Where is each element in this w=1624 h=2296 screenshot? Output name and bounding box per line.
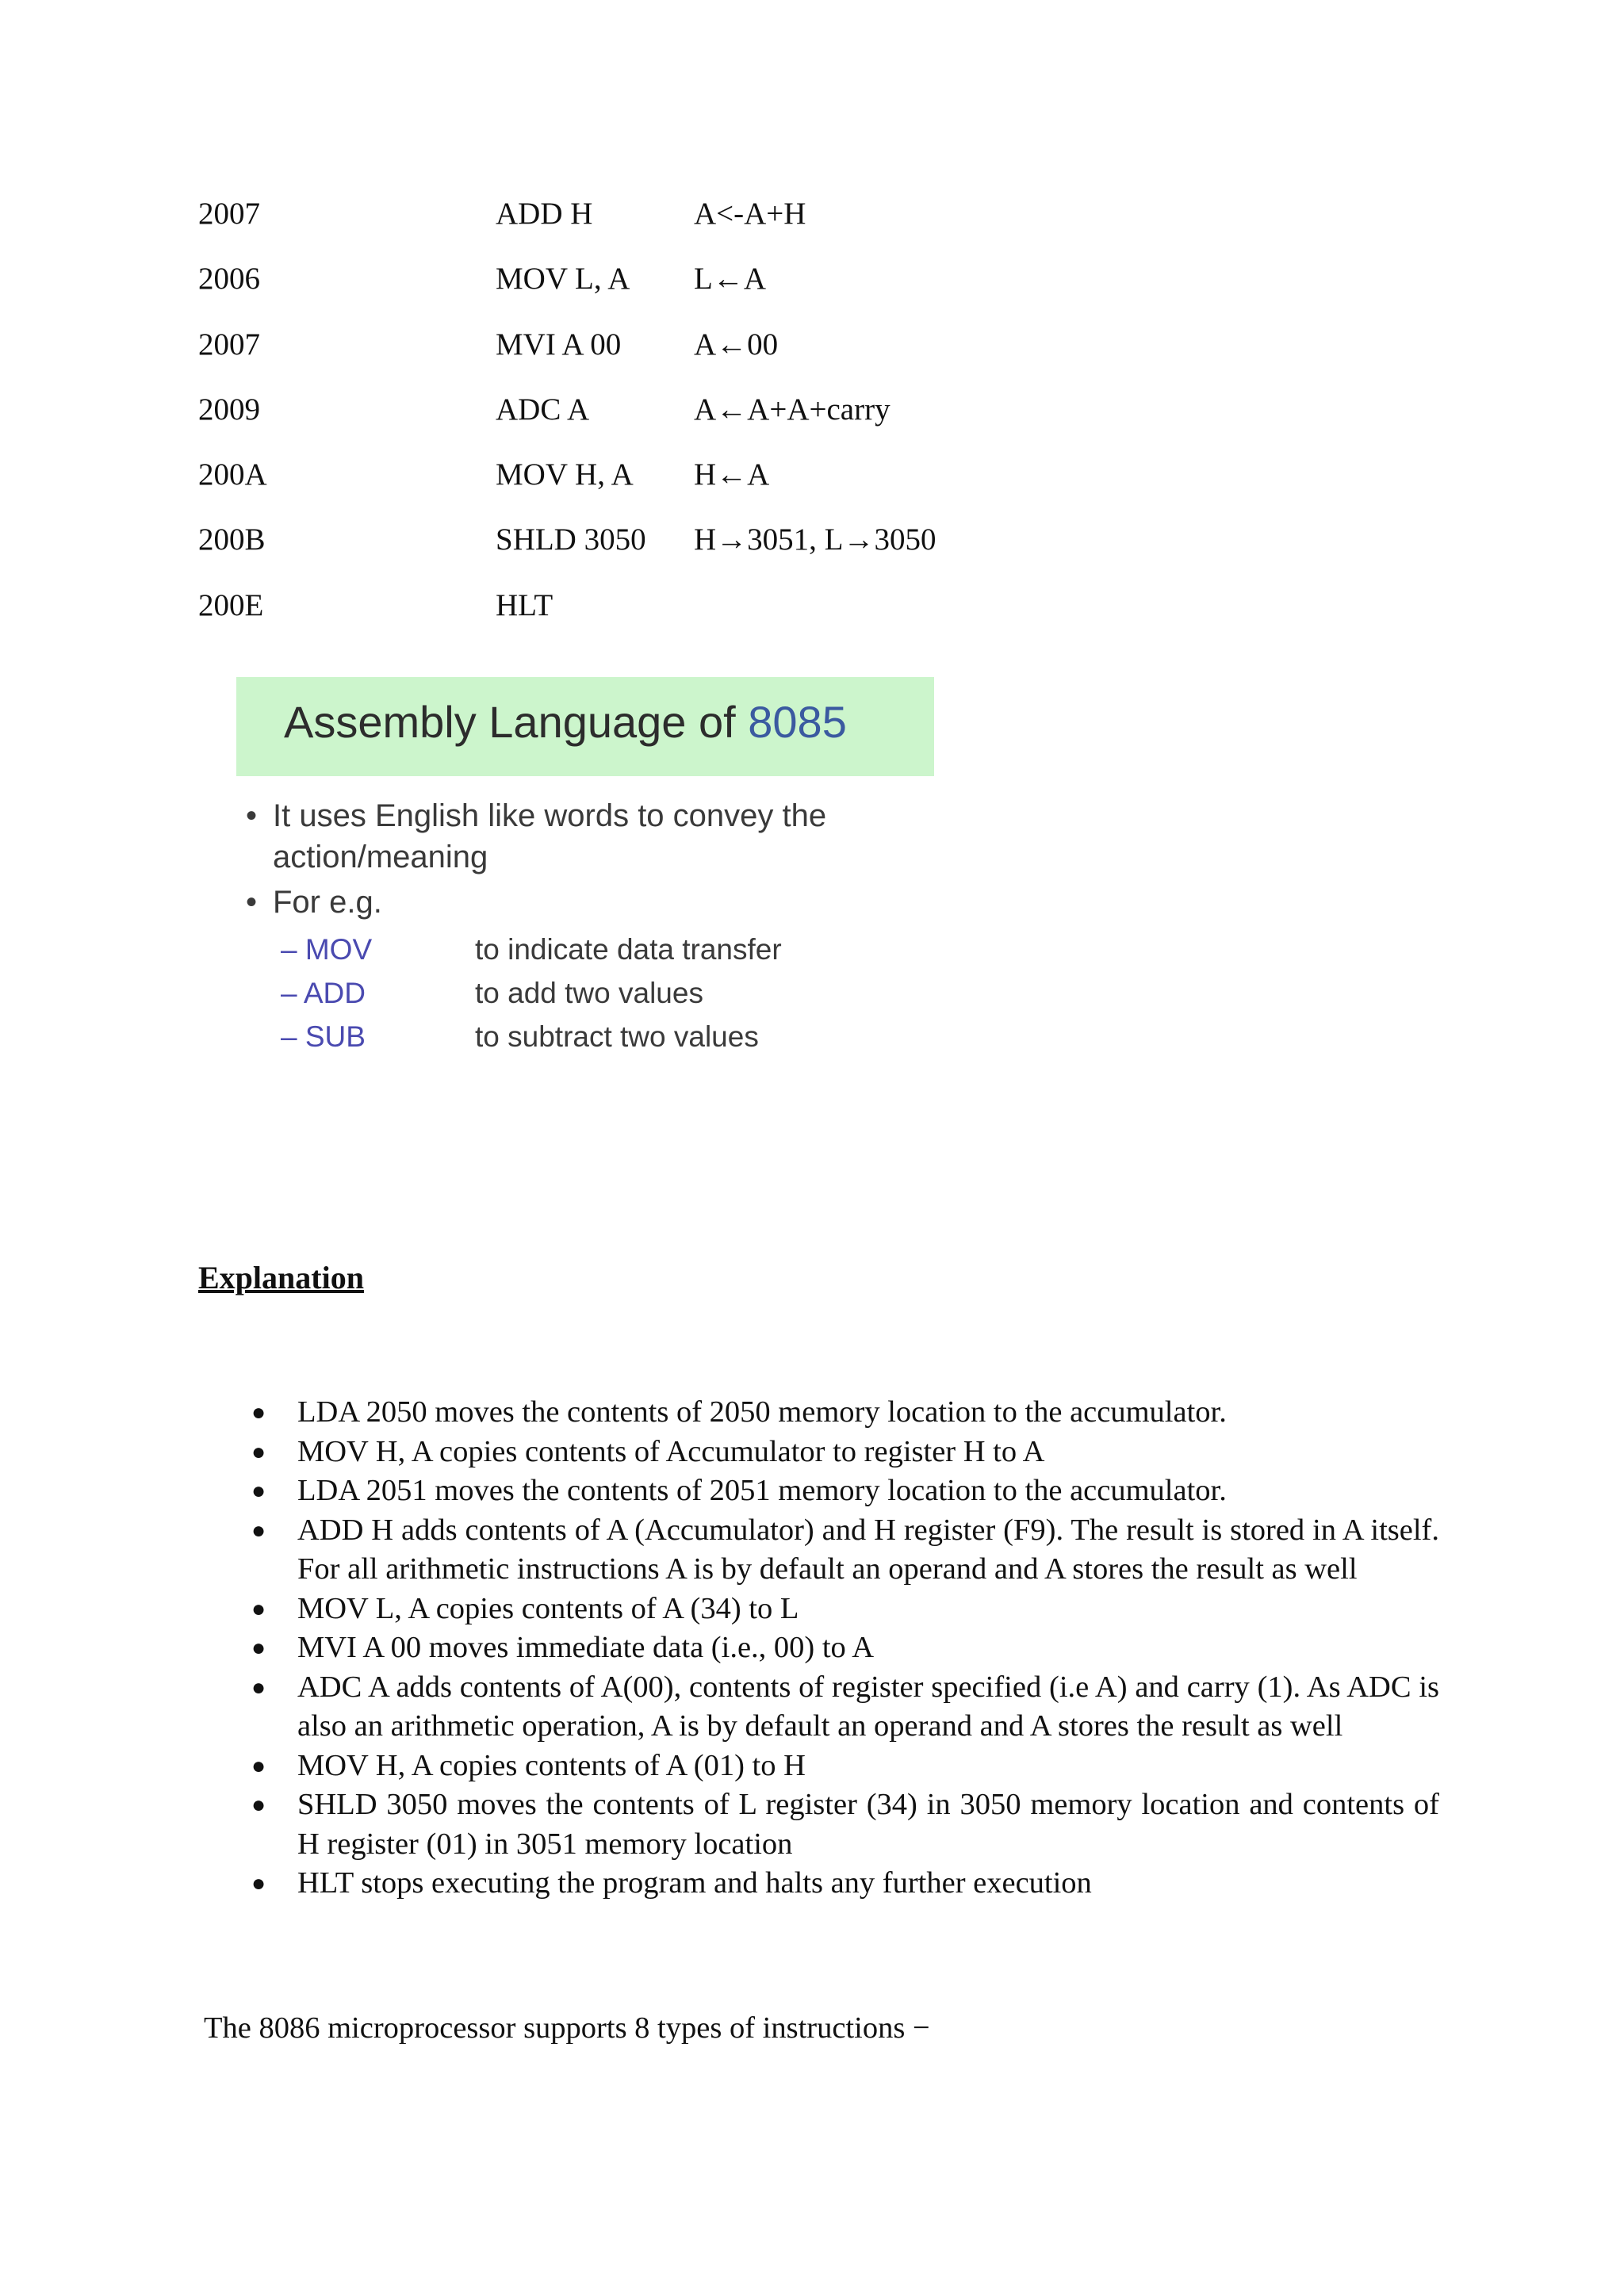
slide-example-keyword: – ADD xyxy=(281,977,366,1009)
bullet-dot-icon: ● xyxy=(251,1399,266,1425)
list-item-text: MOV L, A copies contents of A (34) to L xyxy=(297,1591,799,1625)
bullet-dot-icon: ● xyxy=(251,1792,266,1818)
list-item xyxy=(242,1393,1439,1433)
code-instruction: MOV H, A xyxy=(496,457,634,492)
list-item xyxy=(242,1590,1439,1629)
bullet-dot-icon: ● xyxy=(251,1595,266,1622)
slide-bullet xyxy=(246,882,382,923)
code-instruction: ADC A xyxy=(496,392,590,427)
bullet-dot-icon: ● xyxy=(251,1752,266,1779)
code-operation: A←A+A+carry xyxy=(694,392,891,427)
code-instruction: HLT xyxy=(496,587,553,622)
list-item-text: MOV H, A copies contents of A (01) to H xyxy=(297,1748,806,1782)
bullet-dot-icon: ● xyxy=(251,1674,266,1701)
list-item xyxy=(242,1864,1439,1904)
list-item xyxy=(242,1668,1439,1747)
code-address: 2007 xyxy=(198,327,260,362)
code-instruction: MVI A 00 xyxy=(496,327,622,362)
closing-paragraph: The 8086 microprocessor supports 8 types of instructions − xyxy=(204,2011,930,2045)
slide-bullet-line: It uses English like words to convey the xyxy=(273,798,827,833)
list-item xyxy=(242,1511,1439,1590)
code-operation: H←A xyxy=(694,457,770,492)
code-address: 2007 xyxy=(198,197,260,231)
slide-example-description: to add two values xyxy=(475,977,703,1009)
list-item-text: LDA 2051 moves the contents of 2051 memory location to the accumulator. xyxy=(297,1474,1227,1507)
code-operation: H→3051, L→3050 xyxy=(694,522,936,557)
list-item-text: MOV H, A copies contents of Accumulator to register H to A xyxy=(297,1434,1045,1468)
list-item-text: MVI A 00 moves immediate data (i.e., 00) to A xyxy=(297,1631,875,1664)
code-address: 200A xyxy=(198,457,267,492)
slide-image xyxy=(230,674,944,1070)
code-instruction: SHLD 3050 xyxy=(496,522,646,557)
bullet-dot-icon: • xyxy=(246,885,258,920)
slide-title-accent: 8085 xyxy=(748,697,847,747)
list-item xyxy=(242,1433,1439,1472)
list-item-text: SHLD 3050 moves the contents of L register (34) in 3050 memory location and contents of H register (01) in 3051 memory location xyxy=(297,1788,1439,1861)
code-instruction: MOV L, A xyxy=(496,262,630,297)
bullet-dot-icon: ● xyxy=(251,1635,266,1661)
list-item-text: HLT stops executing the program and halts any further execution xyxy=(297,1866,1092,1900)
slide-title-text: Assembly Language of xyxy=(284,697,749,747)
code-operation: L←A xyxy=(694,262,766,297)
slide-example-description: to subtract two values xyxy=(475,1020,759,1053)
code-address: 200B xyxy=(198,522,266,557)
code-operation: A<-A+H xyxy=(694,197,806,231)
code-address: 200E xyxy=(198,587,264,622)
code-operation: A←00 xyxy=(694,327,779,362)
bullet-dot-icon: • xyxy=(246,798,258,833)
list-item xyxy=(242,1747,1439,1786)
slide-bullet xyxy=(246,795,827,878)
code-address: 2006 xyxy=(198,262,260,297)
code-instruction: ADD H xyxy=(496,197,593,231)
list-item xyxy=(242,1785,1439,1864)
slide-example-description: to indicate data transfer xyxy=(475,933,782,966)
bullet-dot-icon: ● xyxy=(251,1478,266,1504)
list-item xyxy=(242,1628,1439,1668)
code-address: 2009 xyxy=(198,392,260,427)
list-item xyxy=(242,1471,1439,1511)
explanation-list xyxy=(242,1393,1439,1904)
bullet-dot-icon: ● xyxy=(251,1517,266,1544)
bullet-dot-icon: ● xyxy=(251,1870,266,1896)
list-item-text: ADC A adds contents of A(00), contents of register specified (i.e A) and carry (1). As ADC is also an arithmetic operation, A is by default an operand and A stores the result as well xyxy=(297,1670,1439,1743)
slide-bullet-line: action/meaning xyxy=(273,840,488,874)
explanation-heading: Explanation xyxy=(198,1260,364,1295)
slide-title xyxy=(284,696,847,748)
slide-example-keyword: – MOV xyxy=(281,933,373,966)
bullet-dot-icon: ● xyxy=(251,1438,266,1465)
list-item-text: ADD H adds contents of A (Accumulator) and H register (F9). The result is stored in A itself. For all arithmetic instructions A is by default an operand and A stores the result as well xyxy=(297,1513,1439,1586)
list-item-text: LDA 2050 moves the contents of 2050 memory location to the accumulator. xyxy=(297,1395,1227,1429)
slide-example-keyword: – SUB xyxy=(281,1020,366,1053)
slide-bullet-line: For e.g. xyxy=(273,885,382,920)
